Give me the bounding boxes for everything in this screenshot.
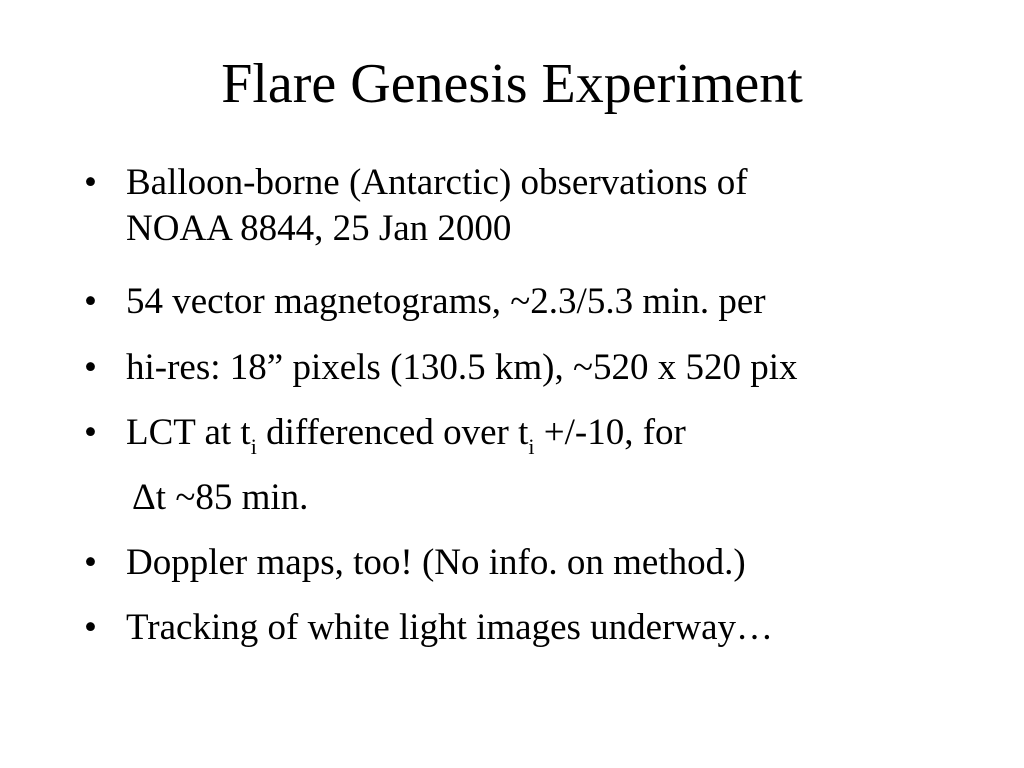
subscript: i bbox=[528, 434, 535, 459]
bullet-marker: • bbox=[84, 542, 97, 583]
bullet-line: NOAA 8844, 25 Jan 2000 bbox=[126, 208, 512, 249]
bullet-text: hi-res: 18” pixels (130.5 km), ~520 x 520 pix bbox=[126, 347, 798, 388]
bullet-text bbox=[126, 160, 748, 252]
bullet-marker: • bbox=[84, 281, 97, 322]
text-segment: +/-10, for bbox=[534, 412, 686, 453]
bullet-line: Balloon-borne (Antarctic) observations of bbox=[126, 162, 748, 203]
bullet-text: Tracking of white light images underway… bbox=[126, 607, 774, 648]
subscript: i bbox=[250, 434, 257, 459]
bullet-continuation: Δt ~85 min. bbox=[132, 477, 309, 518]
bullet-marker: • bbox=[84, 412, 97, 453]
slide-title: Flare Genesis Experiment bbox=[221, 53, 803, 115]
text-segment: LCT at t bbox=[126, 412, 251, 453]
bullet-marker: • bbox=[84, 607, 97, 648]
bullet-text: Doppler maps, too! (No info. on method.) bbox=[126, 542, 746, 583]
bullet-marker: • bbox=[84, 162, 97, 203]
bullet-marker: • bbox=[84, 347, 97, 388]
text-segment: differenced over t bbox=[256, 412, 529, 453]
bullet-text bbox=[126, 410, 686, 459]
bullet-text: 54 vector magnetograms, ~2.3/5.3 min. per bbox=[126, 281, 766, 322]
